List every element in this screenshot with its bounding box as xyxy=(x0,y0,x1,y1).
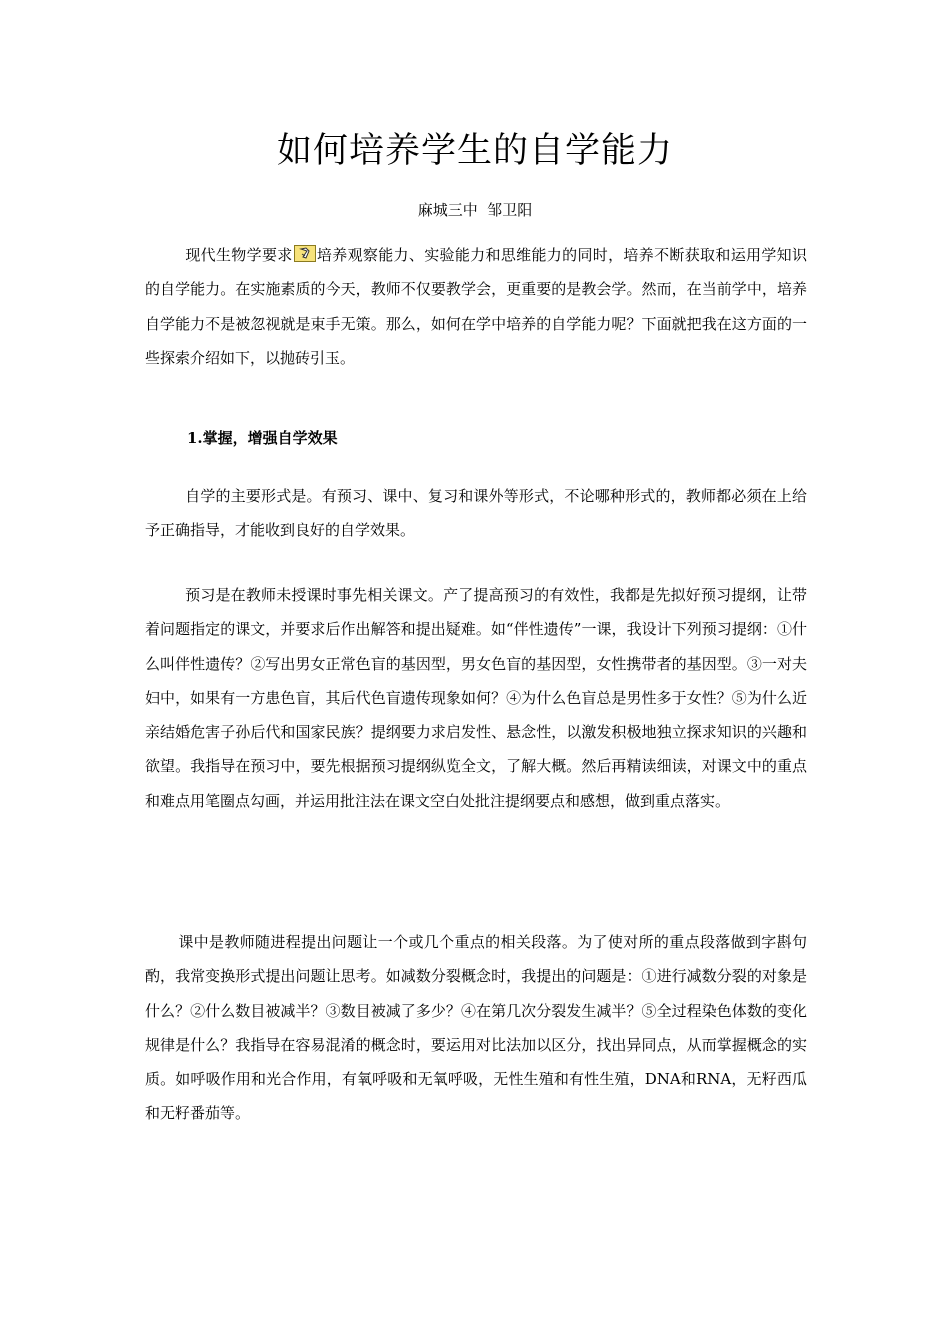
paragraph-in-class xyxy=(145,925,807,1131)
paragraph-text: 自学的主要形式是。有预习、课中、复习和课外等形式，不论哪种形式的，教师都必须在上给予正确指导，才能收到良好的自学效果。 xyxy=(145,487,807,540)
paragraph-preview xyxy=(145,578,807,818)
section-heading-1: 1.掌握，增强自学效果 xyxy=(187,429,338,447)
intro-text-start: 现代生物学要求 xyxy=(185,246,293,264)
intro-text-rest: 培养观察能力、实验能力和思维能力的同时，培养不断获取和运用学知识的自学能力。在实施素质的今天，教师不仅要教学会，更重要的是教会学。然而，在当前学中，培养自学能力不是被忽视就是束手无策。那么，如何在学中培养的自学能力呢？下面就把我在这方面的一些探索介绍如下，以抛砖引玉。 xyxy=(145,246,807,367)
paragraph-self-study-forms xyxy=(145,479,807,548)
intro-paragraph xyxy=(145,238,807,375)
author-line: 麻城三中 邹卫阳 xyxy=(417,201,533,219)
paragraph-text: 预习是在教师未授课时事先相关课文。产了提高预习的有效性，我都是先拟好预习提纲，让带着问题指定的课文，并要求后作出解答和提出疑难。如“伴性遗传”一课，我设计下列预习提纲：①什么叫伴性遗传？②写出男女正常色盲的基因型，男女色盲的基因型，女性携带者的基因型。③一对夫妇中，如果有一方患色盲，其后代色盲遗传现象如何？④为什么色盲总是男性多于女性？⑤为什么近亲结婚危害子孙后代和国家民族？提纲要力求启发性、悬念性，以激发积极地独立探求知识的兴趣和欲望。我指导在预习中，要先根据预习提纲纵览全文，了解大概。然后再精读细读，对课文中的重点和难点用笔圈点勾画，并运用批注法在课文空白处批注提纲要点和感想，做到重点落实。 xyxy=(145,586,807,810)
document-title: 如何培养学生的自学能力 xyxy=(276,131,673,171)
paragraph-text: 课中是教师随进程提出问题让一个或几个重点的相关段落。为了使对所的重点段落做到字斟句酌，我常变换形式提出问题让思考。如减数分裂概念时，我提出的问题是：①进行减数分裂的对象是什么？②什么数目被减半？③数目被减了多少？④在第几次分裂发生减半？⑤全过程染色体数的变化规律是什么？我指导在容易混淆的概念时，要运用对比法加以区分，找出异同点，从而掌握概念的实质。如呼吸作用和光合作用，有氧呼吸和无氧呼吸，无性生殖和有性生殖，DNA和RNA，无籽西瓜和无籽番茄等。 xyxy=(145,933,807,1123)
comment-note-icon[interactable] xyxy=(294,240,316,257)
